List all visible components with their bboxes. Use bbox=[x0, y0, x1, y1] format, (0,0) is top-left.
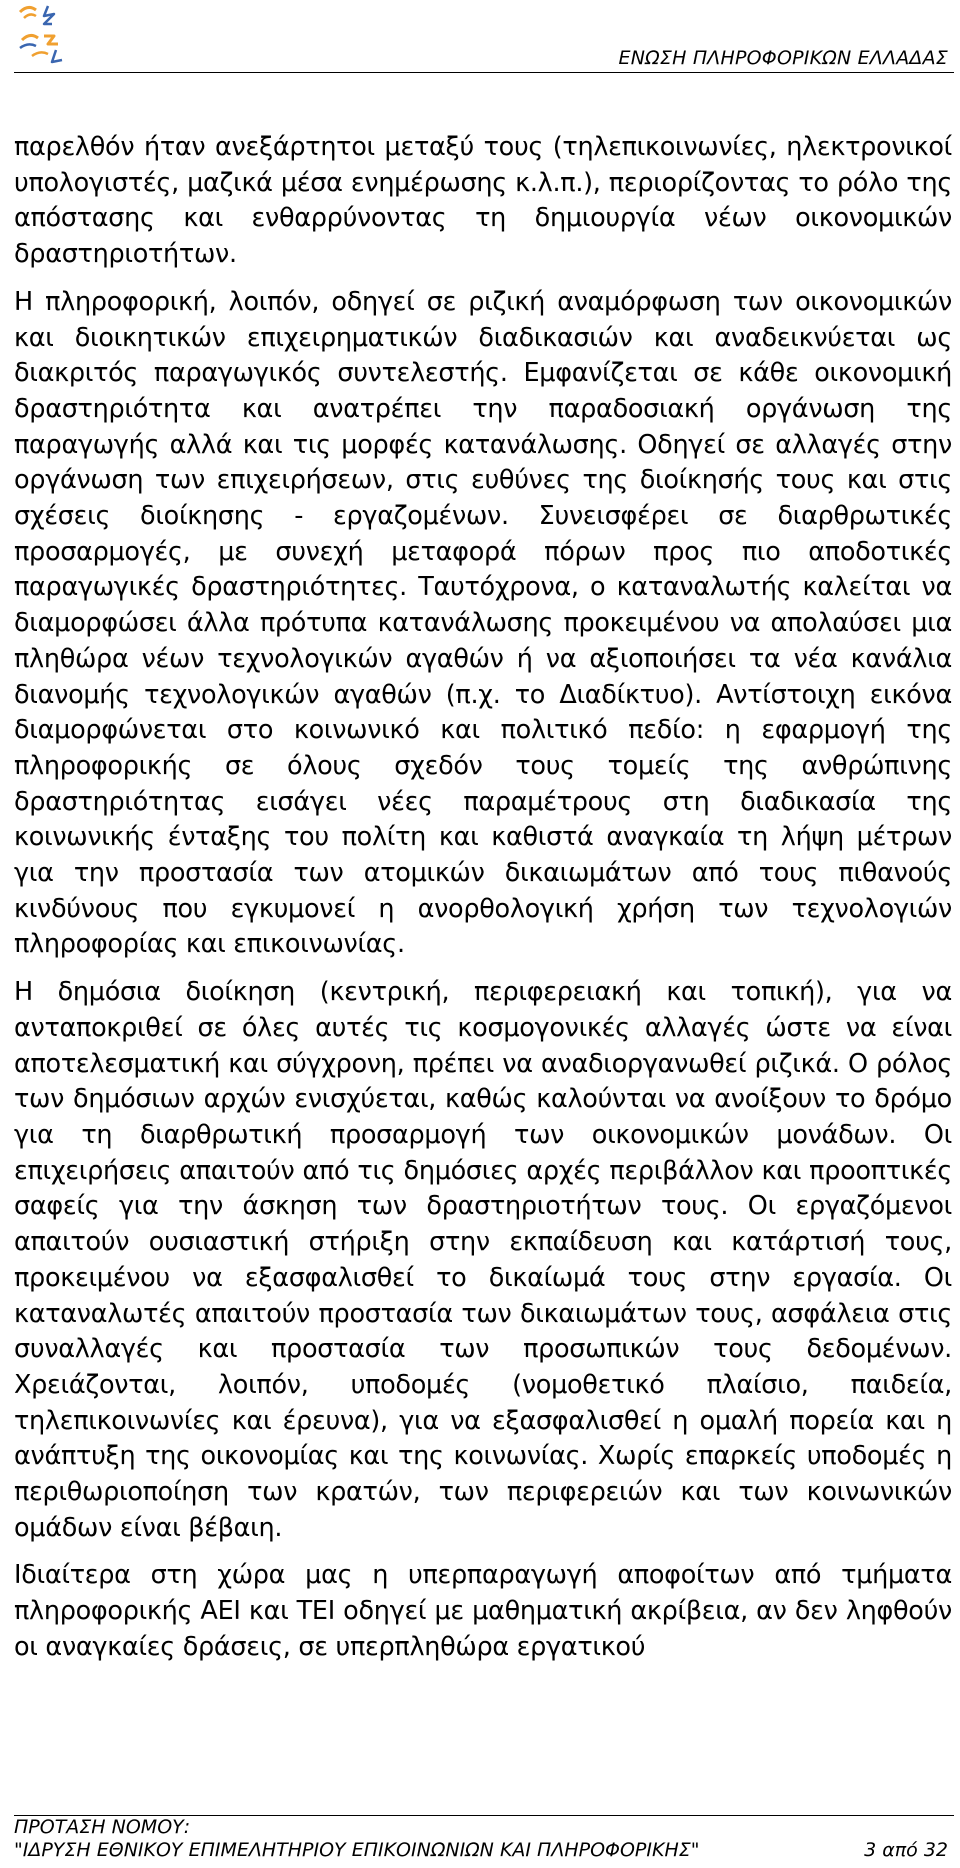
paragraph: παρελθόν ήταν ανεξάρτητοι μεταξύ τους (τηλεπικοινωνίες, ηλεκτρονικοί υπολογιστές, μαζικά μέσα ενημέρωσης κ.λ.π.), περιορίζοντας το ρόλο της απόστασης και ενθαρρύνοντας τη δημιουργία νέων οικονομικών δραστηριοτήτων. bbox=[14, 132, 952, 270]
footer-title-row bbox=[14, 1839, 954, 1862]
paragraph: Ιδιαίτερα στη χώρα μας η υπερπαραγωγή αποφοίτων από τμήματα πληροφορικής ΑΕΙ και ΤΕΙ οδηγεί με μαθηματική ακρίβεια, αν δεν ληφθούν οι αναγκαίες δράσεις, σε υπερπληθώρα εργατικού bbox=[14, 1560, 952, 1662]
page-footer bbox=[14, 1815, 954, 1862]
paragraph: Η δημόσια διοίκηση (κεντρική, περιφερειακή και τοπική), για να ανταποκριθεί σε όλες αυτές τις κοσμογονικές αλλαγές ώστε να είναι αποτελεσματική και σύγχρονη, πρέπει να αναδιοργανωθεί ριζικά. Ο ρόλος των δημόσιων αρχών ενισχύεται, καθώς καλούνται να ανοίξουν το δρόμο για τη διαρθρωτική προσαρμογή των οικονομικών μονάδων. Οι επιχειρήσεις απαιτούν από τις δημόσιες αρχές περιβάλλον και προοπτικές σαφείς για την άσκηση των δραστηριοτήτων τους. Οι εργαζόμενοι απαιτούν ουσιαστική στήριξη στην εκπαίδευση και κατάρτισή τους, προκειμένου να εξασφαλισθεί το δικαίωμά τους στην εργασία. Οι καταναλωτές απαιτούν προστασία των δικαιωμάτων τους, ασφάλεια στις συναλλαγές και προστασία των προσωπικών τους δεδομένων. Χρειάζονται, λοιπόν, υποδομές (νομοθετικό πλαίσιο, παιδεία, τηλεπικοινωνίες και έρευνα), για να εξασφαλισθεί η ομαλή πορεία και η ανάπτυξη της οικονομίας και της κοινωνίας. Χωρίς επαρκείς υποδομές η περιθωριοποίηση των κρατών, των περιφερειών και των κοινωνικών ομάδων είναι βέβαιη. bbox=[14, 977, 952, 1543]
union-logo-icon bbox=[14, 2, 84, 68]
document-body bbox=[14, 130, 952, 1678]
paragraph: Η πληροφορική, λοιπόν, οδηγεί σε ριζική αναμόρφωση των οικονομικών και διοικητικών επιχειρηματικών διαδικασιών και αναδεικνύεται ως διακριτός παραγωγικός συντελεστής. Εμφανίζεται σε κάθε οικονομική δραστηριότητα και ανατρέπει την παραδοσιακή οργάνωση της παραγωγής αλλά και τις μορφές κατανάλωσης. Οδηγεί σε αλλαγές στην οργάνωση των επιχειρήσεων, στις ευθύνες της διοίκησής τους και στις σχέσεις διοίκησης - εργαζομένων. Συνεισφέρει σε διαρθρωτικές προσαρμογές, με συνεχή μεταφορά πόρων προς πιο αποδοτικές παραγωγικές δραστηριότητες. Ταυτόχρονα, ο καταναλωτής καλείται να διαμορφώσει άλλα πρότυπα κατανάλωσης προκειμένου να απολαύσει μια πληθώρα νέων τεχνολογικών αγαθών ή να αξιοποιήσει τα νέα κανάλια διανομής τεχνολογικών αγαθών (π.χ. το Διαδίκτυο). Αντίστοιχη εικόνα διαμορφώνεται στο κοινωνικό και πολιτικό πεδίο: η εφαρμογή της πληροφορικής σε όλους σχεδόν τους τομείς της ανθρώπινης δραστηριότητας εισάγει νέες παραμέτρους στη διαδικασία της κοινωνικής ένταξης του πολίτη και καθιστά αναγκαία τη λήψη μέτρων για την προστασία των ατομικών δικαιωμάτων από τους πιθανούς κινδύνους που εγκυμονεί η ανορθολογική χρήση των τεχνολογιών πληροφορίας και επικοινωνίας. bbox=[14, 286, 952, 960]
header-title: ΕΝΩΣΗ ΠΛΗΡΟΦΟΡΙΚΩΝ ΕΛΛΑΔΑΣ bbox=[618, 47, 948, 69]
footer-label: ΠΡΟΤΑΣΗ ΝΟΜΟΥ: bbox=[14, 1816, 191, 1838]
page-header bbox=[14, 0, 954, 73]
page-number: 3 από 32 bbox=[864, 1839, 948, 1861]
footer-title: "ΙΔΡΥΣΗ ΕΘΝΙΚΟΥ ΕΠΙΜΕΛΗΤΗΡΙΟΥ ΕΠΙΚΟΙΝΩΝΙΩΝ ΚΑΙ ΠΛΗΡΟΦΟΡΙΚΗΣ" bbox=[14, 1839, 700, 1861]
